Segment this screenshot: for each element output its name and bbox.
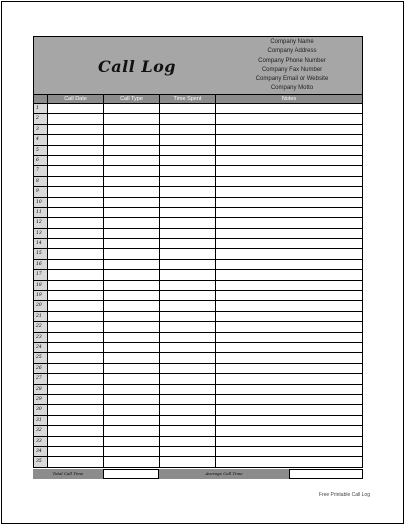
time-spent-cell[interactable] (160, 457, 216, 466)
call-date-cell[interactable] (48, 395, 104, 404)
time-spent-cell[interactable] (160, 135, 216, 144)
row-number: 14 (34, 239, 48, 248)
call-type-cell[interactable] (104, 187, 160, 196)
header-band (33, 36, 363, 95)
time-spent-cell[interactable] (160, 229, 216, 238)
call-type-cell[interactable] (104, 301, 160, 310)
call-date-cell[interactable] (48, 281, 104, 290)
log-row (34, 353, 362, 363)
call-type-cell[interactable] (104, 104, 160, 113)
row-number: 16 (34, 260, 48, 269)
notes-cell[interactable] (216, 239, 362, 248)
call-date-cell[interactable] (48, 385, 104, 394)
notes-cell[interactable] (216, 437, 362, 446)
call-type-cell[interactable] (104, 229, 160, 238)
notes-cell[interactable] (216, 125, 362, 134)
notes-cell[interactable] (216, 333, 362, 342)
company-phone: Company Phone Number (258, 57, 326, 64)
call-date-cell[interactable] (48, 249, 104, 258)
notes-cell[interactable] (216, 353, 362, 362)
notes-cell[interactable] (216, 198, 362, 207)
time-spent-cell[interactable] (160, 114, 216, 123)
row-number: 5 (34, 146, 48, 155)
row-number: 11 (34, 208, 48, 217)
call-type-cell[interactable] (104, 135, 160, 144)
notes-cell[interactable] (216, 385, 362, 394)
company-fax: Company Fax Number (261, 66, 323, 73)
log-row (34, 198, 362, 208)
call-date-cell[interactable] (48, 177, 104, 186)
call-type-cell[interactable] (104, 114, 160, 123)
call-date-cell[interactable] (48, 270, 104, 279)
notes-cell[interactable] (216, 364, 362, 373)
log-rows (33, 104, 363, 468)
call-date-cell[interactable] (48, 146, 104, 155)
call-type-cell[interactable] (104, 447, 160, 456)
call-type-cell[interactable] (104, 291, 160, 300)
column-header-time-spent: Time Spent (160, 95, 216, 103)
row-number: 18 (34, 281, 48, 290)
call-date-cell[interactable] (48, 301, 104, 310)
call-type-cell[interactable] (104, 364, 160, 373)
notes-cell[interactable] (216, 405, 362, 414)
call-date-cell[interactable] (48, 260, 104, 269)
log-row (34, 156, 362, 166)
call-type-cell[interactable] (104, 260, 160, 269)
row-number: 2 (34, 114, 48, 123)
row-number: 9 (34, 187, 48, 196)
row-number: 17 (34, 270, 48, 279)
call-date-cell[interactable] (48, 166, 104, 175)
time-spent-cell[interactable] (160, 208, 216, 217)
log-row (34, 416, 362, 426)
call-type-cell[interactable] (104, 457, 160, 466)
notes-cell[interactable] (216, 104, 362, 113)
log-row (34, 364, 362, 374)
log-row (34, 374, 362, 384)
call-type-cell[interactable] (104, 374, 160, 383)
call-type-cell[interactable] (104, 208, 160, 217)
call-type-cell[interactable] (104, 437, 160, 446)
notes-cell[interactable] (216, 208, 362, 217)
time-spent-cell[interactable] (160, 260, 216, 269)
average-call-time-field[interactable] (289, 469, 363, 479)
row-number: 15 (34, 249, 48, 258)
time-spent-cell[interactable] (160, 301, 216, 310)
row-number: 28 (34, 385, 48, 394)
log-row (34, 312, 362, 322)
company-name: Company Name (270, 39, 314, 45)
call-date-cell[interactable] (48, 457, 104, 466)
column-header-row (33, 95, 363, 104)
company-info (226, 38, 358, 94)
time-spent-cell[interactable] (160, 353, 216, 362)
call-type-cell[interactable] (104, 270, 160, 279)
log-row (34, 447, 362, 457)
log-row (34, 125, 362, 135)
notes-cell[interactable] (216, 135, 362, 144)
call-date-cell[interactable] (48, 333, 104, 342)
time-spent-cell[interactable] (160, 146, 216, 155)
notes-cell[interactable] (216, 260, 362, 269)
call-date-cell[interactable] (48, 125, 104, 134)
time-spent-cell[interactable] (160, 374, 216, 383)
notes-cell[interactable] (216, 291, 362, 300)
footer-row (33, 469, 363, 479)
call-date-cell[interactable] (48, 198, 104, 207)
notes-cell[interactable] (216, 374, 362, 383)
call-type-cell[interactable] (104, 353, 160, 362)
call-date-cell[interactable] (48, 218, 104, 227)
company-address: Company Address (267, 48, 317, 55)
call-type-cell[interactable] (104, 166, 160, 175)
call-date-cell[interactable] (48, 437, 104, 446)
log-row (34, 270, 362, 280)
call-date-cell[interactable] (48, 156, 104, 165)
log-row (34, 395, 362, 405)
log-row (34, 457, 362, 467)
call-type-cell[interactable] (104, 156, 160, 165)
log-row (34, 135, 362, 145)
log-row (34, 218, 362, 228)
call-date-cell[interactable] (48, 447, 104, 456)
time-spent-cell[interactable] (160, 187, 216, 196)
call-date-cell[interactable] (48, 353, 104, 362)
row-number: 31 (34, 416, 48, 425)
log-row (34, 343, 362, 353)
row-number: 26 (34, 364, 48, 373)
row-number: 1 (34, 104, 48, 113)
time-spent-cell[interactable] (160, 364, 216, 373)
row-number: 7 (34, 166, 48, 175)
time-spent-cell[interactable] (160, 291, 216, 300)
log-row (34, 426, 362, 436)
row-number: 24 (34, 343, 48, 352)
time-spent-cell[interactable] (160, 343, 216, 352)
call-type-cell[interactable] (104, 218, 160, 227)
log-row (34, 104, 362, 114)
log-row (34, 146, 362, 156)
notes-cell[interactable] (216, 416, 362, 425)
row-number: 33 (34, 437, 48, 446)
call-date-cell[interactable] (48, 135, 104, 144)
call-type-cell[interactable] (104, 177, 160, 186)
time-spent-cell[interactable] (160, 405, 216, 414)
notes-cell[interactable] (216, 187, 362, 196)
time-spent-cell[interactable] (160, 385, 216, 394)
notes-cell[interactable] (216, 343, 362, 352)
log-row (34, 385, 362, 395)
time-spent-cell[interactable] (160, 104, 216, 113)
call-type-cell[interactable] (104, 239, 160, 248)
column-header-call-date: Call Date (48, 95, 104, 103)
time-spent-cell[interactable] (160, 416, 216, 425)
time-spent-cell[interactable] (160, 218, 216, 227)
log-row (34, 437, 362, 447)
call-date-cell[interactable] (48, 364, 104, 373)
row-number: 8 (34, 177, 48, 186)
company-motto: Company Motto (270, 85, 314, 92)
call-date-cell[interactable] (48, 312, 104, 321)
row-number: 12 (34, 218, 48, 227)
call-date-cell[interactable] (48, 343, 104, 352)
column-header-notes: Notes (281, 96, 297, 102)
notes-cell[interactable] (216, 270, 362, 279)
log-row (34, 239, 362, 249)
company-email: Company Email or Website (255, 76, 329, 83)
notes-cell[interactable] (216, 114, 362, 123)
log-row (34, 208, 362, 218)
log-row (34, 229, 362, 239)
call-date-cell[interactable] (48, 239, 104, 248)
time-spent-cell[interactable] (160, 125, 216, 134)
row-number: 3 (34, 125, 48, 134)
notes-cell[interactable] (216, 229, 362, 238)
call-date-cell[interactable] (48, 104, 104, 113)
time-spent-cell[interactable] (160, 426, 216, 435)
row-number: 32 (34, 426, 48, 435)
form-title: Call Log (98, 57, 176, 76)
notes-cell[interactable] (216, 177, 362, 186)
notes-cell[interactable] (216, 426, 362, 435)
row-number: 21 (34, 312, 48, 321)
column-header-number (34, 95, 48, 103)
log-row (34, 260, 362, 270)
log-row (34, 114, 362, 124)
notes-cell[interactable] (216, 457, 362, 466)
notes-cell[interactable] (216, 322, 362, 331)
log-row (34, 281, 362, 291)
time-spent-cell[interactable] (160, 447, 216, 456)
row-number: 13 (34, 229, 48, 238)
log-row (34, 291, 362, 301)
row-number: 25 (34, 353, 48, 362)
average-call-time-label: Average Call Time (159, 469, 289, 479)
notes-cell[interactable] (216, 312, 362, 321)
row-number: 23 (34, 333, 48, 342)
row-number: 22 (34, 322, 48, 331)
row-number: 29 (34, 395, 48, 404)
call-type-cell[interactable] (104, 125, 160, 134)
call-date-cell[interactable] (48, 229, 104, 238)
call-date-cell[interactable] (48, 114, 104, 123)
row-number: 35 (34, 457, 48, 466)
call-type-cell[interactable] (104, 198, 160, 207)
notes-cell[interactable] (216, 301, 362, 310)
time-spent-cell[interactable] (160, 198, 216, 207)
time-spent-cell[interactable] (160, 312, 216, 321)
log-row (34, 177, 362, 187)
row-number: 4 (34, 135, 48, 144)
notes-cell[interactable] (216, 156, 362, 165)
call-type-cell[interactable] (104, 249, 160, 258)
notes-cell[interactable] (216, 218, 362, 227)
call-date-cell[interactable] (48, 322, 104, 331)
call-type-cell[interactable] (104, 146, 160, 155)
call-date-cell[interactable] (48, 374, 104, 383)
call-type-cell[interactable] (104, 385, 160, 394)
log-row (34, 405, 362, 415)
call-type-cell[interactable] (104, 333, 160, 342)
call-date-cell[interactable] (48, 426, 104, 435)
time-spent-cell[interactable] (160, 156, 216, 165)
call-date-cell[interactable] (48, 405, 104, 414)
log-row (34, 187, 362, 197)
log-row (34, 333, 362, 343)
log-row (34, 301, 362, 311)
total-call-time-label: Total Call Time (33, 469, 103, 479)
time-spent-cell[interactable] (160, 322, 216, 331)
notes-cell[interactable] (216, 166, 362, 175)
time-spent-cell[interactable] (160, 239, 216, 248)
notes-cell[interactable] (216, 249, 362, 258)
notes-cell[interactable] (216, 146, 362, 155)
call-type-cell[interactable] (104, 281, 160, 290)
row-number: 20 (34, 301, 48, 310)
row-number: 10 (34, 198, 48, 207)
total-call-time-field[interactable] (103, 469, 159, 479)
call-date-cell[interactable] (48, 187, 104, 196)
time-spent-cell[interactable] (160, 395, 216, 404)
notes-cell[interactable] (216, 447, 362, 456)
time-spent-cell[interactable] (160, 437, 216, 446)
row-number: 19 (34, 291, 48, 300)
time-spent-cell[interactable] (160, 249, 216, 258)
call-date-cell[interactable] (48, 208, 104, 217)
time-spent-cell[interactable] (160, 270, 216, 279)
call-type-cell[interactable] (104, 405, 160, 414)
column-header-call-type: Call Type (104, 95, 160, 103)
call-type-cell[interactable] (104, 322, 160, 331)
call-type-cell[interactable] (104, 343, 160, 352)
call-date-cell[interactable] (48, 416, 104, 425)
call-date-cell[interactable] (48, 291, 104, 300)
time-spent-cell[interactable] (160, 281, 216, 290)
notes-cell[interactable] (216, 395, 362, 404)
call-type-cell[interactable] (104, 395, 160, 404)
row-number: 6 (34, 156, 48, 165)
log-row (34, 166, 362, 176)
form-name: Free Printable Call Log (318, 492, 370, 498)
time-spent-cell[interactable] (160, 333, 216, 342)
time-spent-cell[interactable] (160, 177, 216, 186)
notes-cell[interactable] (216, 281, 362, 290)
row-number: 30 (34, 405, 48, 414)
call-log-sheet (33, 36, 363, 479)
call-type-cell[interactable] (104, 416, 160, 425)
log-row (34, 322, 362, 332)
call-type-cell[interactable] (104, 312, 160, 321)
log-row (34, 249, 362, 259)
row-number: 34 (34, 447, 48, 456)
call-type-cell[interactable] (104, 426, 160, 435)
time-spent-cell[interactable] (160, 166, 216, 175)
row-number: 27 (34, 374, 48, 383)
